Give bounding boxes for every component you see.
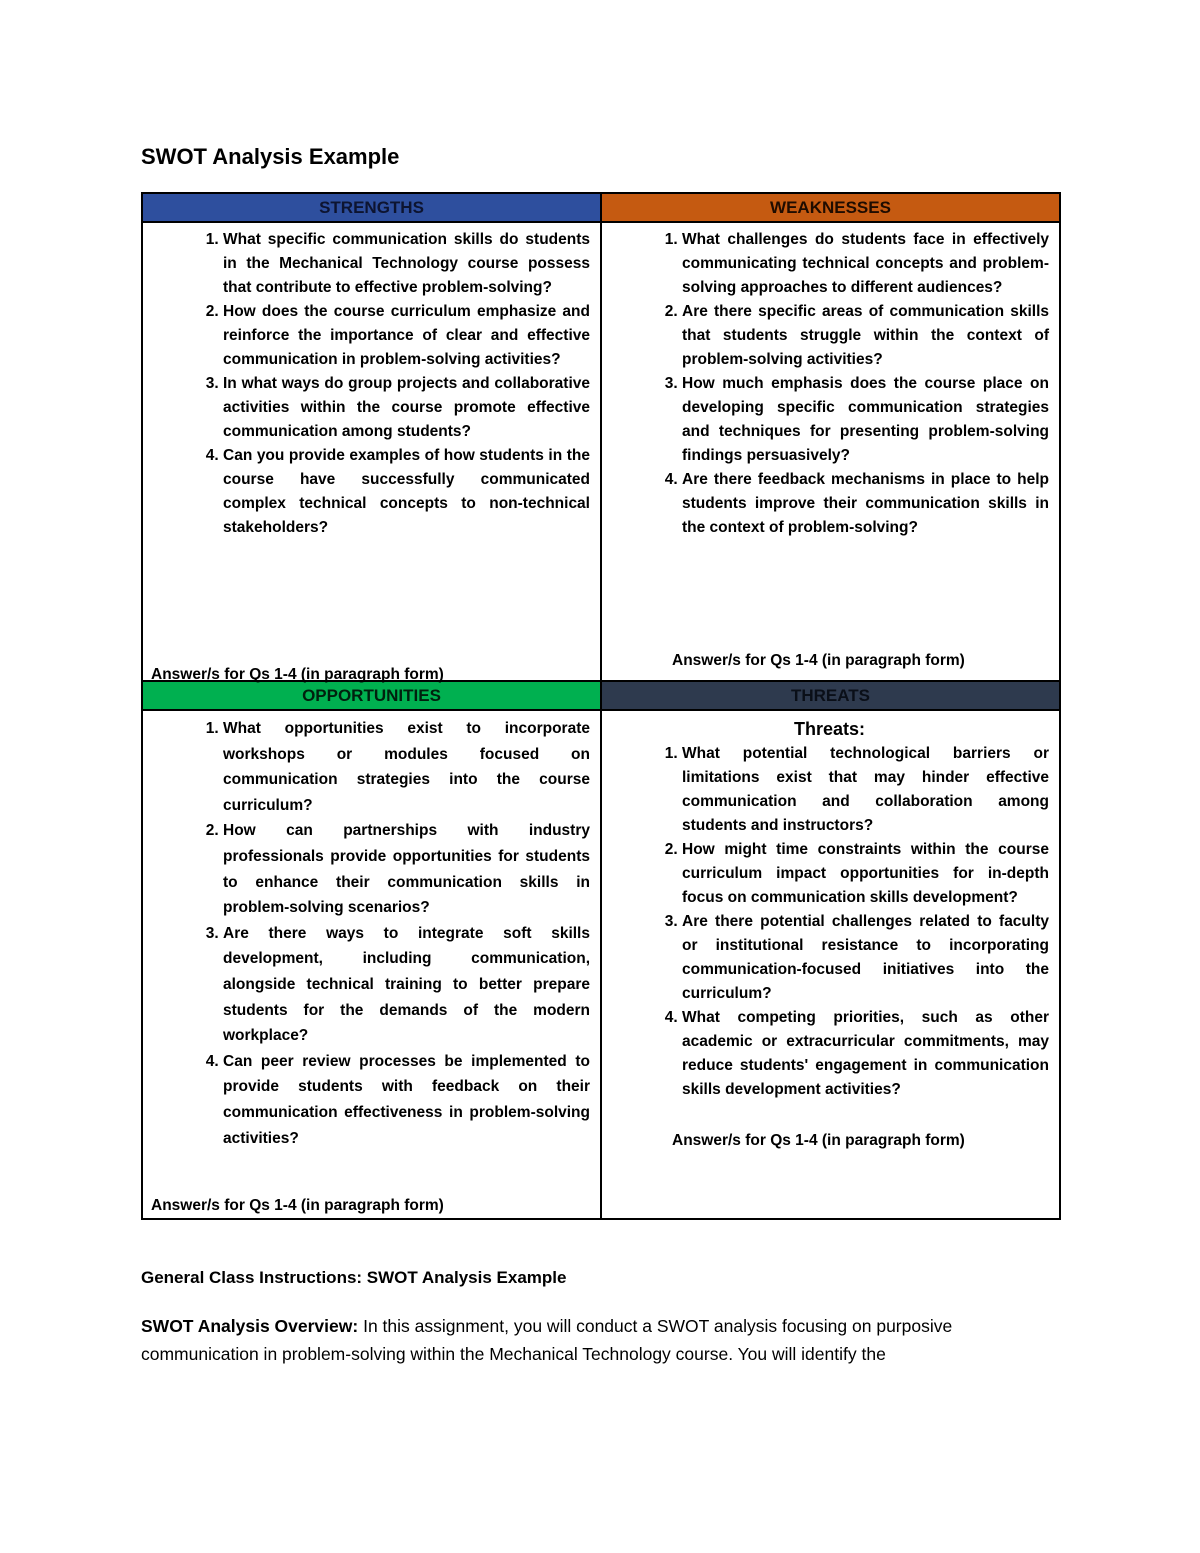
overview-paragraph: [141, 1312, 1061, 1368]
threats-cell: [601, 710, 1060, 1219]
threats-item-4: 4. What competing priorities, such as other academic or extracurricular commitments, may reduce students' engagement in communication skills development activities?: [682, 1006, 1049, 1102]
strengths-answer: Answer/s for Qs 1-4 (in paragraph form): [151, 666, 444, 683]
strengths-header-label: STRENGTHS: [319, 198, 424, 217]
threats-item-3: 3. Are there potential challenges related to faculty or institutional resistance to incorporating communication-focused initiatives into the curriculum?: [682, 910, 1049, 1006]
threats-header-label: THREATS: [790, 686, 870, 705]
opportunities-list: [151, 716, 590, 1151]
swot-table: [141, 192, 1061, 1220]
strengths-item-1: 1. What specific communication skills do students in the Mechanical Technology course possess that contribute to effective problem-solving?: [223, 228, 590, 300]
opportunities-cell: [142, 710, 601, 1219]
strengths-item-3: 3. In what ways do group projects and collaborative activities within the course promote effective communication among students?: [223, 372, 590, 444]
weaknesses-item-1: 1. What challenges do students face in effectively communicating technical concepts and problem-solving approaches to different audiences?: [682, 228, 1049, 300]
opportunities-answer: Answer/s for Qs 1-4 (in paragraph form): [151, 1197, 444, 1214]
strengths-list: [151, 228, 590, 540]
opportunities-item-2: 2. How can partnerships with industry professionals provide opportunities for students to enhance their communication skills in problem-solving scenarios?: [223, 818, 590, 920]
weaknesses-header: [601, 193, 1060, 222]
threats-item-1: 1. What potential technological barriers or limitations exist that may hinder effective communication and collaboration among students and instructors?: [682, 742, 1049, 838]
threats-item-2: 2. How might time constraints within the course curriculum impact opportunities for in-depth focus on communication skills development?: [682, 838, 1049, 910]
weaknesses-header-label: WEAKNESSES: [770, 198, 891, 217]
threats-list: [610, 742, 1049, 1102]
overview-text: In this assignment, you will conduct a SWOT analysis focusing on purposive communication in problem-solving within the Mechanical Technology course. You will identify the: [141, 1316, 953, 1364]
strengths-item-2: 2. How does the course curriculum emphasize and reinforce the importance of clear and effective communication in problem-solving activities?: [223, 300, 590, 372]
opportunities-item-4: 4. Can peer review processes be implemented to provide students with feedback on their communication effectiveness in problem-solving activities?: [223, 1049, 590, 1151]
strengths-cell: [142, 222, 601, 681]
threats-subheading: Threats:: [793, 719, 865, 739]
weaknesses-item-3: 3. How much emphasis does the course place on developing specific communication strategies and techniques for presenting problem-solving findings persuasively?: [682, 372, 1049, 468]
weaknesses-cell: [601, 222, 1060, 681]
instructions-heading: General Class Instructions: SWOT Analysis Example: [141, 1268, 567, 1287]
weaknesses-list: [610, 228, 1049, 540]
threats-header: [601, 681, 1060, 710]
weaknesses-item-2: 2. Are there specific areas of communication skills that students struggle within the context of problem-solving activities?: [682, 300, 1049, 372]
opportunities-header-label: OPPORTUNITIES: [302, 686, 441, 705]
strengths-item-4: 4. Can you provide examples of how students in the course have successfully communicated complex technical concepts to non-technical stakeholders?: [223, 444, 590, 540]
page-title: SWOT Analysis Example: [141, 144, 400, 169]
threats-answer: Answer/s for Qs 1-4 (in paragraph form): [672, 1132, 965, 1149]
strengths-header: [142, 193, 601, 222]
overview-label: SWOT Analysis Overview:: [141, 1316, 359, 1336]
opportunities-item-3: 3. Are there ways to integrate soft skills development, including communication, alongside technical training to better prepare students for the demands of the modern workplace?: [223, 921, 590, 1049]
opportunities-item-1: 1. What opportunities exist to incorporate workshops or modules focused on communication strategies into the course curriculum?: [223, 716, 590, 818]
weaknesses-answer: Answer/s for Qs 1-4 (in paragraph form): [672, 652, 965, 669]
weaknesses-item-4: 4. Are there feedback mechanisms in place to help students improve their communication skills in the context of problem-solving?: [682, 468, 1049, 540]
